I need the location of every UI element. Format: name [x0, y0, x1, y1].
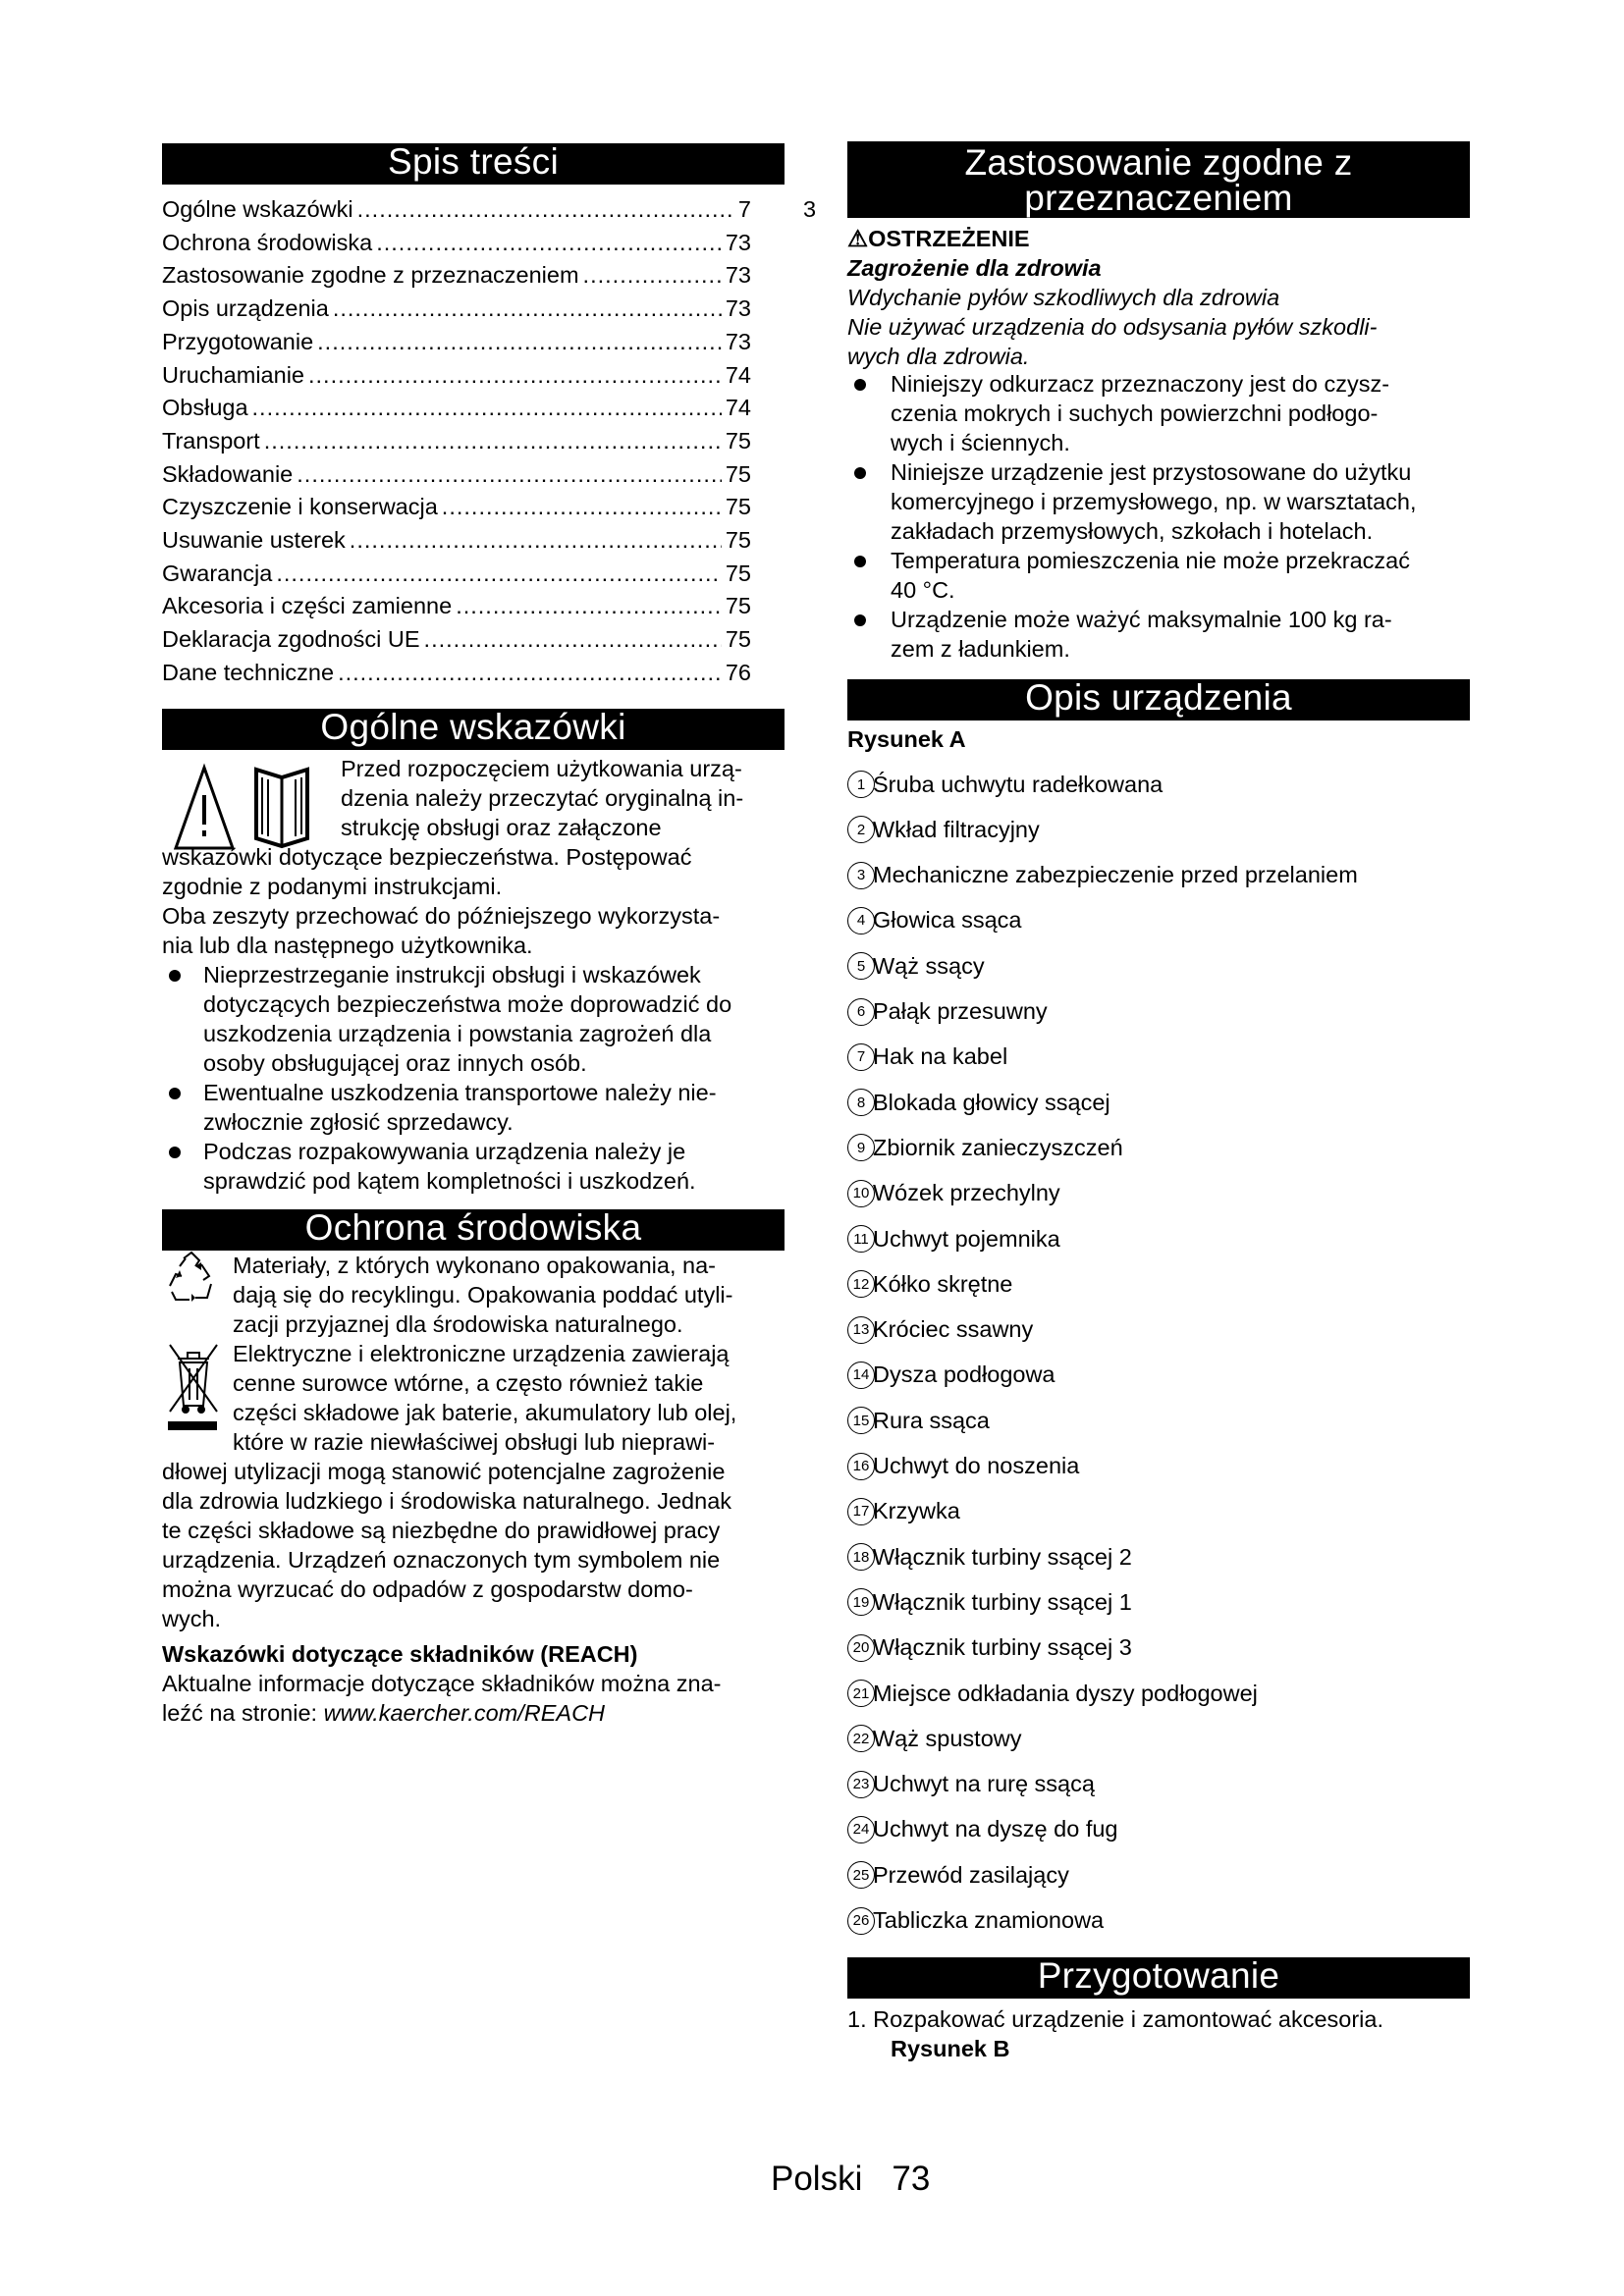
general-bullet-3-line-1: Podczas rozpakowywania urządzenia należy je	[203, 1139, 686, 1164]
part-label: Włącznik turbiny ssącej 1	[873, 1588, 1132, 1615]
hazard-title: Zagrożenie dla zdrowia	[847, 255, 1102, 281]
toc-entry[interactable]	[162, 194, 751, 224]
part-item	[847, 1858, 1069, 1892]
toc-leader-dots	[317, 327, 722, 356]
hazard-line-2: Nie używać urządzenia do odsysania pyłów szkodli-	[847, 314, 1378, 340]
part-number-circle: 16	[847, 1453, 875, 1480]
part-label: Hak na kabel	[873, 1043, 1008, 1070]
part-number-circle: 22	[847, 1725, 875, 1752]
part-number-circle: 17	[847, 1498, 875, 1525]
part-label: Blokada głowicy ssącej	[873, 1089, 1110, 1115]
environment-heading: Ochrona środowiska	[162, 1209, 785, 1251]
figure-b-label: Rysunek B	[891, 2036, 1010, 2061]
part-label: Krzywka	[873, 1498, 960, 1524]
general-bullet-2-line-1: Ewentualne uszkodzenia transportowe należy nie-	[203, 1080, 717, 1105]
use-bullet-1-line-2: czenia mokrych i suchych powierzchni podłogo-	[891, 400, 1379, 426]
toc-entry[interactable]	[162, 525, 751, 555]
toc-entry-title: Transport	[162, 427, 260, 454]
use-bullet-4-line-1: Urządzenie może ważyć maksymalnie 100 kg ra-	[891, 607, 1392, 632]
bullet	[169, 970, 181, 982]
bullet	[169, 1088, 181, 1099]
part-item	[847, 1813, 1118, 1846]
reach-line-1: Aktualne informacje dotyczące składników można zna-	[162, 1671, 722, 1696]
part-label: Przewód zasilający	[873, 1861, 1069, 1888]
env-rest-4: urządzenia. Urządzeń oznaczonych tym symbolem nie	[162, 1547, 721, 1573]
toc-entry-page: 75	[725, 460, 751, 487]
part-item	[847, 813, 1040, 846]
part-number-circle: 2	[847, 816, 875, 843]
toc-leader-dots	[350, 525, 722, 555]
env-weee-4: które w razie niewłaściwej obsługi lub nieprawi-	[233, 1429, 716, 1455]
reach-heading: Wskazówki dotyczące składników (REACH)	[162, 1641, 638, 1667]
preparation-heading: Przygotowanie	[847, 1957, 1470, 1999]
part-number-circle: 25	[847, 1861, 875, 1889]
env-weee-2: cenne surowce wtórne, a często również takie	[233, 1370, 704, 1396]
toc-heading: Spis treści	[162, 143, 785, 185]
toc-entry[interactable]	[162, 624, 751, 654]
part-label: Uchwyt do noszenia	[873, 1453, 1080, 1478]
toc-entry[interactable]	[162, 327, 751, 356]
part-number-circle: 20	[847, 1634, 875, 1662]
part-number-circle: 26	[847, 1907, 875, 1935]
general-bullet-1-line-2: dotyczących bezpieczeństwa może doprowadzić do	[203, 991, 732, 1017]
part-number-circle: 13	[847, 1316, 875, 1344]
toc-leader-dots	[583, 260, 722, 290]
toc-entry-page: 75	[725, 626, 751, 653]
hazard-line-1: Wdychanie pyłów szkodliwych dla zdrowia	[847, 285, 1280, 310]
general-para-2: zgodnie z podanymi instrukcjami.	[162, 874, 503, 899]
toc-leader-dots	[357, 194, 734, 224]
general-intro-3: strukcję obsługi oraz załączone	[341, 815, 662, 840]
bullet	[854, 379, 866, 391]
part-item	[847, 904, 1022, 937]
bullet	[854, 614, 866, 626]
general-intro-2: dzenia należy przeczytać oryginalną in-	[341, 785, 744, 811]
part-label: Dysza podłogowa	[873, 1362, 1056, 1388]
part-item	[847, 1540, 1132, 1574]
bullet	[854, 467, 866, 479]
env-weee-3: części składowe jak baterie, akumulatory lub olej,	[233, 1400, 737, 1425]
general-heading: Ogólne wskazówki	[162, 709, 785, 750]
env-rest-5: można wyrzucać do odpadów z gospodarstw domo-	[162, 1576, 693, 1602]
part-label: Mechaniczne zabezpieczenie przed przelaniem	[873, 862, 1358, 888]
toc-entry-title: Uruchamianie	[162, 361, 304, 388]
part-number-circle: 12	[847, 1270, 875, 1298]
reach-line-2-prefix: leźć na stronie:	[162, 1700, 324, 1726]
toc-entry-page: 75	[725, 427, 751, 454]
toc-entry-title: Gwarancja	[162, 560, 273, 586]
env-rest-3: te części składowe są niezbędne do prawidłowej pracy	[162, 1518, 721, 1543]
toc-entry[interactable]	[162, 492, 751, 521]
toc-entry[interactable]	[162, 559, 751, 588]
general-intro-1: Przed rozpoczęciem użytkowania urzą-	[341, 756, 742, 781]
use-bullet-4-line-2: zem z ładunkiem.	[891, 636, 1070, 662]
toc-entry[interactable]	[162, 591, 751, 620]
part-item	[847, 1313, 1033, 1347]
toc-leader-dots	[333, 294, 722, 323]
part-number-circle: 15	[847, 1407, 875, 1434]
toc-entry-title: Usuwanie usterek	[162, 527, 346, 553]
env-recycle-2: dają się do recyklingu. Opakowania poddać utyli-	[233, 1282, 733, 1308]
toc-entry[interactable]	[162, 459, 751, 489]
use-bullet-2-line-2: komercyjnego i przemysłowego, np. w warsztatach,	[891, 489, 1417, 514]
toc-entry[interactable]	[162, 658, 751, 687]
part-number-circle: 5	[847, 952, 875, 980]
part-number-circle: 1	[847, 771, 875, 798]
part-label: Zbiornik zanieczyszczeń	[873, 1134, 1123, 1160]
env-weee-1: Elektryczne i elektroniczne urządzenia zawierają	[233, 1341, 730, 1366]
part-item	[847, 1222, 1060, 1255]
toc-entry-page: 73	[725, 262, 751, 289]
env-recycle-3: zacji przyjaznej dla środowiska naturalnego.	[233, 1311, 683, 1337]
general-bullet-3-line-2: sprawdzić pod kątem kompletności i uszkodzeń.	[203, 1168, 696, 1194]
toc-leader-dots	[297, 459, 722, 489]
toc-leader-dots	[308, 360, 722, 390]
general-para-3: Oba zeszyty przechować do późniejszego wykorzysta-	[162, 903, 721, 929]
part-item	[847, 1450, 1079, 1483]
toc-entry-title: Składowanie	[162, 460, 294, 487]
toc-entry-page: 74	[725, 361, 751, 388]
toc-entry-page: 73	[725, 328, 751, 354]
reach-line-2	[162, 1698, 605, 1728]
toc-entry-page: 75	[725, 494, 751, 520]
toc-leader-dots	[276, 559, 722, 588]
toc-entry-title: Zastosowanie zgodne z przeznaczeniem	[162, 262, 579, 289]
part-item	[847, 859, 1358, 892]
figure-a-label: Rysunek A	[847, 726, 966, 752]
bullet	[854, 556, 866, 567]
toc-entry-title: Deklaracja zgodności UE	[162, 626, 420, 653]
use-bullet-1-line-3: wych i ściennych.	[891, 430, 1070, 455]
toc-entry-page: 74	[725, 395, 751, 421]
general-bullet-1-line-3: uszkodzenia urządzenia i powstania zagrożeń dla	[203, 1021, 712, 1046]
general-bullet-1-line-4: osoby obsługującej oraz innych osób.	[203, 1050, 587, 1076]
general-para-1: wskazówki dotyczące bezpieczeństwa. Postępować	[162, 844, 692, 870]
part-item	[847, 1267, 1012, 1301]
toc-entry[interactable]	[162, 360, 751, 390]
part-label: Wózek przechylny	[873, 1180, 1060, 1206]
part-item	[847, 1768, 1095, 1801]
part-number-circle: 18	[847, 1543, 875, 1571]
use-bullet-3-line-2: 40 °C.	[891, 577, 955, 603]
part-label: Tabliczka znamionowa	[873, 1907, 1105, 1933]
part-item	[847, 1177, 1060, 1210]
part-label: Kółko skrętne	[873, 1270, 1013, 1297]
footer-page-number: 73	[892, 2160, 931, 2198]
toc-leader-dots	[264, 426, 722, 455]
stray-number: 3	[803, 196, 817, 222]
toc-entry-page: 75	[725, 593, 751, 619]
toc-leader-dots	[338, 658, 722, 687]
part-number-circle: 23	[847, 1771, 875, 1798]
page-footer	[771, 2160, 959, 2199]
toc-leader-dots	[252, 393, 722, 422]
part-item	[847, 1904, 1104, 1938]
reach-url-link[interactable]: www.kaercher.com/REACH	[323, 1700, 606, 1726]
part-item	[847, 1086, 1110, 1119]
general-bullet-2-line-2: zwłocznie zgłosić sprzedawcy.	[203, 1109, 514, 1135]
part-label: Śruba uchwytu radełkowana	[873, 771, 1164, 797]
part-label: Włącznik turbiny ssącej 2	[873, 1543, 1132, 1570]
toc-entry[interactable]	[162, 260, 751, 290]
part-label: Uchwyt pojemnika	[873, 1225, 1060, 1252]
toc-entry-title: Obsługa	[162, 395, 248, 421]
part-label: Włącznik turbiny ssącej 3	[873, 1634, 1132, 1661]
part-label: Rura ssąca	[873, 1407, 990, 1433]
intended-use-heading	[847, 141, 1470, 218]
toc-entry-title: Ogólne wskazówki	[162, 196, 353, 222]
intended-use-heading-line-2: przeznaczeniem	[1024, 178, 1293, 218]
part-item	[847, 1585, 1132, 1619]
hazard-line-3: wych dla zdrowia.	[847, 344, 1030, 369]
part-number-circle: 8	[847, 1089, 875, 1116]
part-number-circle: 3	[847, 862, 875, 889]
part-item	[847, 1495, 960, 1528]
part-number-circle: 14	[847, 1362, 875, 1389]
part-number-circle: 24	[847, 1816, 875, 1843]
toc-leader-dots	[456, 591, 722, 620]
part-label: Pałąk przesuwny	[873, 998, 1048, 1024]
part-number-circle: 19	[847, 1588, 875, 1616]
toc-entry[interactable]	[162, 426, 751, 455]
toc-entry-page: 7	[737, 196, 751, 222]
part-label: Wąż spustowy	[873, 1725, 1022, 1751]
part-item	[847, 995, 1048, 1029]
toc-entry-page: 73	[725, 295, 751, 322]
toc-entry-title: Opis urządzenia	[162, 295, 329, 322]
part-label: Głowica ssąca	[873, 907, 1022, 934]
toc-entry[interactable]	[162, 228, 751, 257]
part-label: Króciec ssawny	[873, 1316, 1034, 1343]
preparation-step-1: 1. Rozpakować urządzenie i zamontować akcesoria.	[847, 2006, 1383, 2032]
toc-leader-dots	[442, 492, 722, 521]
toc-entry-title: Dane techniczne	[162, 659, 335, 685]
env-rest-6: wych.	[162, 1606, 222, 1631]
description-heading: Opis urządzenia	[847, 679, 1470, 721]
general-bullet-1-line-1: Nieprzestrzeganie instrukcji obsługi i wskazówek	[203, 962, 701, 988]
toc-entry-page: 76	[725, 659, 751, 685]
part-item	[847, 1131, 1123, 1164]
part-item	[847, 1404, 990, 1437]
part-item	[847, 768, 1163, 801]
part-label: Miejsce odkładania dyszy podłogowej	[873, 1680, 1258, 1706]
toc-entry-title: Przygotowanie	[162, 328, 314, 354]
part-item	[847, 949, 985, 983]
part-number-circle: 6	[847, 998, 875, 1026]
bullet	[169, 1147, 181, 1158]
recycle-icon	[162, 1249, 221, 1309]
part-number-circle: 7	[847, 1043, 875, 1071]
toc-leader-dots	[376, 228, 722, 257]
part-number-circle: 11	[847, 1225, 875, 1253]
toc-entry-title: Akcesoria i części zamienne	[162, 593, 453, 619]
part-item	[847, 1722, 1022, 1755]
toc-entry[interactable]	[162, 294, 751, 323]
toc-entry[interactable]	[162, 393, 751, 422]
toc-entry-title: Czyszczenie i konserwacja	[162, 494, 438, 520]
toc-leader-dots	[424, 624, 722, 654]
footer-language: Polski	[771, 2160, 863, 2198]
general-para-4: nia lub dla następnego użytkownika.	[162, 933, 533, 958]
part-label: Wkład filtracyjny	[873, 816, 1040, 842]
warning-and-manual-icon	[170, 758, 327, 856]
intended-use-heading-line-1: Zastosowanie zgodne z	[964, 142, 1353, 183]
part-label: Wąż ssący	[873, 952, 985, 979]
warning-label: ⚠OSTRZEŻENIE	[847, 226, 1030, 251]
part-number-circle: 21	[847, 1680, 875, 1707]
part-number-circle: 10	[847, 1180, 875, 1207]
toc-entry-page: 75	[725, 527, 751, 553]
use-bullet-2-line-3: zakładach przemysłowych, szkołach i hotelach.	[891, 518, 1374, 544]
part-item	[847, 1359, 1056, 1392]
use-bullet-1-line-1: Niniejszy odkurzacz przeznaczony jest do czysz-	[891, 371, 1390, 397]
env-rest-1: dłowej utylizacji mogą stanowić potencjalne zagrożenie	[162, 1459, 726, 1484]
use-bullet-2-line-1: Niniejsze urządzenie jest przystosowane do użytku	[891, 459, 1412, 485]
env-rest-2: dla zdrowia ludzkiego i środowiska naturalnego. Jednak	[162, 1488, 732, 1514]
part-number-circle: 4	[847, 907, 875, 934]
part-item	[847, 1631, 1132, 1665]
toc-entry-title: Ochrona środowiska	[162, 229, 373, 255]
toc-entry-page: 75	[725, 560, 751, 586]
use-bullet-3-line-1: Temperatura pomieszczenia nie może przekraczać	[891, 548, 1410, 573]
part-label: Uchwyt na dyszę do fug	[873, 1816, 1118, 1842]
weee-bin-icon	[164, 1341, 223, 1435]
toc-entry-page: 73	[725, 229, 751, 255]
part-item	[847, 1041, 1007, 1074]
env-recycle-1: Materiały, z których wykonano opakowania, na-	[233, 1253, 716, 1278]
part-item	[847, 1677, 1258, 1710]
part-label: Uchwyt na rurę ssącą	[873, 1771, 1095, 1797]
part-number-circle: 9	[847, 1134, 875, 1161]
